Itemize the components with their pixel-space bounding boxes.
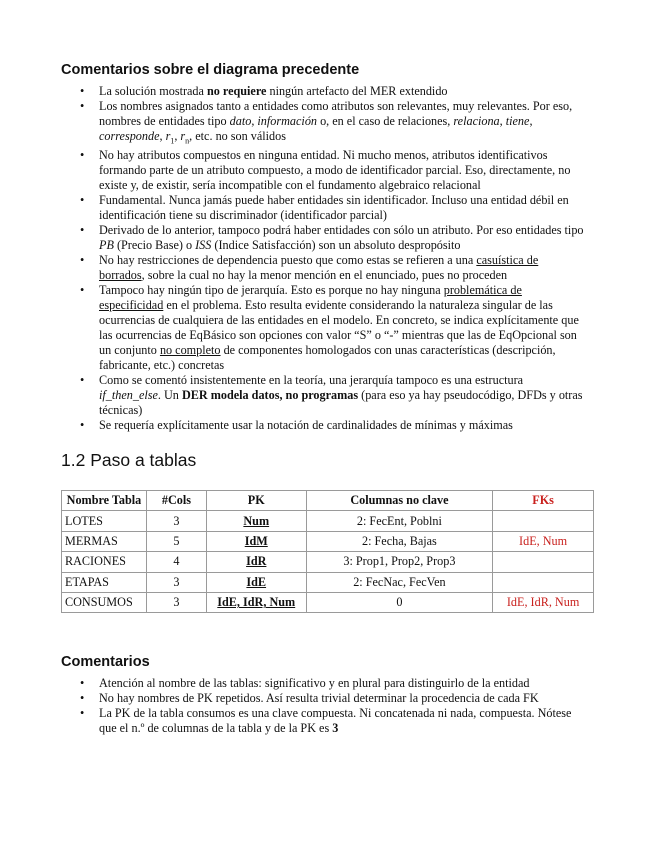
table-header-row [62, 491, 594, 511]
table-row [62, 592, 594, 612]
cell-name: RACIONES [62, 552, 147, 572]
cell-fks: IdE, IdR, Num [493, 592, 594, 612]
table-row [62, 531, 594, 551]
list-item: • Atención al nombre de las tablas: significativo y en plural para distinguirlo de la entidad [80, 676, 530, 690]
header-cols: #Cols [146, 491, 206, 511]
list-item: • Tampoco hay ningún tipo de jerarquía. Esto es porque no hay ninguna problemática de especificidad en el problema. Esto resulta evidente considerando la naturaleza singular de las ocurrencias de cualquiera de las entidades en el modelo. En concreto, se indica explícitamente que las ocurrencias de EqBásico son opciones con valor “S” o “-” mientras que las de EqOpcional son un conjunto no completo de componentes homologados con unas características (descripción, fabricante, etc.) concretas [80, 283, 579, 373]
cell-cols: 4 [146, 552, 206, 572]
cell-nonkey: 2: FecNac, FecVen [306, 572, 493, 592]
cell-cols: 5 [146, 531, 206, 551]
header-fks: FKs [493, 491, 594, 511]
section-heading-comentarios: Comentarios [61, 654, 150, 670]
cell-cols: 3 [146, 572, 206, 592]
cell-pk: IdM [206, 531, 306, 551]
cell-name: MERMAS [62, 531, 147, 551]
bullet-icon: • [80, 691, 85, 705]
bullet-icon: • [80, 706, 85, 720]
table-row [62, 572, 594, 592]
cell-pk: IdR [206, 552, 306, 572]
list-item: • Derivado de lo anterior, tampoco podrá haber entidades con sólo un atributo. Por eso entidades tipo PB (Precio Base) o ISS (Indice Satisfacción) son un absoluto despropósito [80, 223, 584, 253]
diagram-comments-list [61, 84, 586, 433]
bullet-icon: • [80, 373, 85, 388]
header-columnas-no-clave: Columnas no clave [306, 491, 493, 511]
section-heading-comentarios-diagrama: Comentarios sobre el diagrama precedente [61, 62, 360, 78]
list-item: • La PK de la tabla consumos es una clave compuesta. Ni concatenada ni nada, compuesta. Nótese que el n.º de columnas de la tabla y de la PK es 3 [80, 706, 572, 735]
list-item: • La solución mostrada no requiere ningún artefacto del MER extendido [80, 84, 448, 98]
header-pk: PK [206, 491, 306, 511]
cell-nonkey: 0 [306, 592, 493, 612]
bullet-icon: • [80, 283, 85, 298]
cell-nonkey: 2: FecEnt, Poblni [306, 511, 493, 531]
cell-cols: 3 [146, 592, 206, 612]
cell-fks [493, 552, 594, 572]
cell-pk: Num [206, 511, 306, 531]
list-item: • Se requería explícitamente usar la notación de cardinalidades de mínimas y máximas [80, 418, 513, 433]
bullet-icon: • [80, 253, 85, 268]
cell-nonkey: 3: Prop1, Prop2, Prop3 [306, 552, 493, 572]
cell-cols: 3 [146, 511, 206, 531]
bullet-icon: • [80, 223, 85, 238]
cell-name: CONSUMOS [62, 592, 147, 612]
bullet-icon: • [80, 148, 85, 163]
header-nombre-tabla: Nombre Tabla [62, 491, 147, 511]
table-row [62, 511, 594, 531]
section-heading-paso-a-tablas: 1.2 Paso a tablas [61, 450, 197, 470]
bullet-icon: • [80, 418, 85, 433]
table-comments-list [61, 676, 586, 736]
cell-name: ETAPAS [62, 572, 147, 592]
list-item: • Como se comentó insistentemente en la teoría, una jerarquía tampoco es una estructura if_then_else. Un DER modela datos, no programas (para eso ya hay pseudocódigo, DFDs y otras técnicas) [80, 373, 583, 418]
cell-nonkey: 2: Fecha, Bajas [306, 531, 493, 551]
list-item: • No hay restricciones de dependencia puesto que como estas se refieren a una casuística de borrados, sobre la cual no hay la menor mención en el enunciado, pues no proceden [80, 253, 539, 283]
list-item: • Los nombres asignados tanto a entidades como atributos son relevantes, muy relevantes. Por eso, nombres de entidades tipo dato, información o, en el caso de relaciones, relaciona, tiene, corresponde, $r_1$, $r_n$, etc. no son válidos [80, 99, 573, 146]
cell-fks [493, 511, 594, 531]
cell-pk: IdE, IdR, Num [206, 592, 306, 612]
cell-name: LOTES [62, 511, 147, 531]
list-item: • No hay nombres de PK repetidos. Así resulta trivial determinar la procedencia de cada FK [80, 691, 539, 705]
cell-fks: IdE, Num [493, 531, 594, 551]
bullet-icon: • [80, 676, 85, 690]
bullet-icon: • [80, 99, 85, 113]
table-row [62, 552, 594, 572]
cell-fks [493, 572, 594, 592]
cell-pk: IdE [206, 572, 306, 592]
bullet-icon: • [80, 193, 85, 208]
list-item: • Fundamental. Nunca jamás puede haber entidades sin identificador. Incluso una entidad débil en identificación tiene su discriminador (identificador parcial) [80, 193, 569, 223]
tables-summary-table [61, 490, 594, 613]
list-item: • No hay atributos compuestos en ninguna entidad. Ni mucho menos, atributos identificativos formando parte de un atributo compuesto, a modo de identificador parcial. Eso, directamente, no existe y, de existir, sería incompatible con el fundamento algebraico relacional [80, 148, 571, 193]
bullet-icon: • [80, 84, 85, 98]
